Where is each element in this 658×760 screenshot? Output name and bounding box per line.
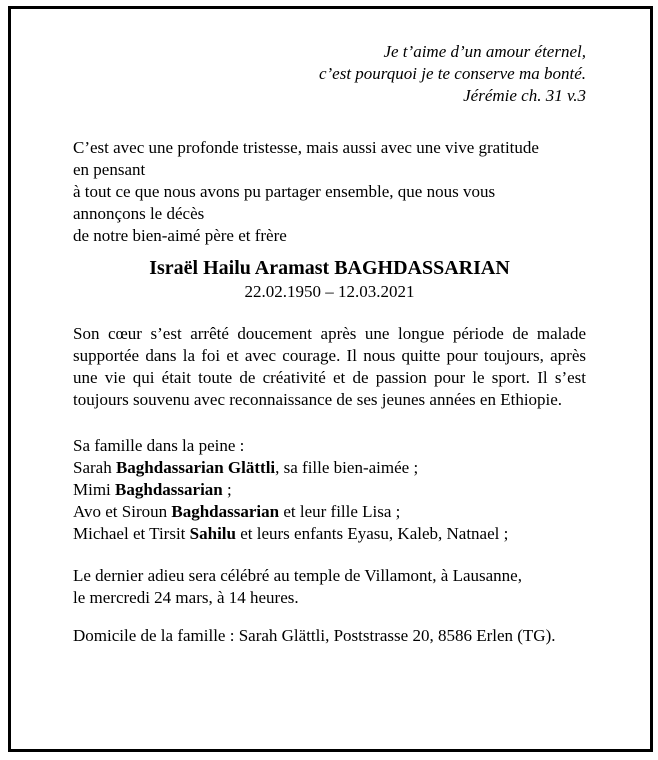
family-member-surname: Baghdassarian Glättli	[115, 458, 276, 477]
family-member-surname: Sahilu	[189, 524, 236, 543]
announcement-paragraph	[73, 137, 586, 247]
family-intro: Sa famille dans la peine :	[73, 436, 245, 455]
family-section	[73, 435, 586, 545]
announcement-line: à tout ce que nous avons pu partager ensemble, que nous vous	[73, 182, 496, 201]
family-member-suffix: ;	[222, 480, 232, 499]
family-member-prefix: Michael et Tirsit	[73, 524, 190, 543]
family-member-prefix: Sarah	[73, 458, 116, 477]
deceased-name: Israël Hailu Aramast BAGHDASSARIAN	[149, 257, 510, 279]
family-member-prefix: Avo et Siroun	[73, 502, 172, 521]
family-member	[73, 479, 586, 501]
announcement-line: en pensant	[73, 160, 146, 179]
family-member	[73, 501, 586, 523]
family-member-suffix: et leurs enfants Eyasu, Kaleb, Natnael ;	[235, 524, 509, 543]
epigraph-line: c’est pourquoi je te conserve ma bonté.	[318, 64, 586, 83]
announcement-line: C’est avec une profonde tristesse, mais aussi avec une vive gratitude	[73, 138, 539, 157]
announcement-line: de notre bien-aimé père et frère	[73, 226, 287, 245]
epigraph-line: Je t’aime d’un amour éternel,	[383, 42, 586, 61]
residence-info: Domicile de la famille : Sarah Glättli, Poststrasse 20, 8586 Erlen (TG).	[73, 626, 556, 645]
family-member-surname: Baghdassarian	[171, 502, 280, 521]
family-member-surname: Baghdassarian	[115, 480, 223, 499]
family-member-prefix: Mimi	[73, 480, 116, 499]
deceased-dates: 22.02.1950 – 12.03.2021	[244, 282, 415, 301]
obituary-page	[8, 6, 653, 752]
family-member-suffix: et leur fille Lisa ;	[279, 502, 401, 521]
ceremony-line: le mercredi 24 mars, à 14 heures.	[73, 588, 299, 607]
family-member	[73, 523, 586, 545]
epigraph	[73, 41, 586, 107]
ceremony-line: Le dernier adieu sera célébré au temple de Villamont, à Lausanne,	[73, 566, 522, 585]
family-member	[73, 457, 586, 479]
name-block	[73, 255, 586, 303]
epigraph-attribution: Jérémie ch. 31 v.3	[463, 86, 586, 105]
eulogy-paragraph: Son cœur s’est arrêté doucement après une longue période de malade supportée dans la foi et avec courage. Il nous quitte pour toujours, après une vie qui était toute de créativité et de passion pour le sport. Il s’est toujours souvenu avec reconnaissance de ses jeunes années en Ethiopie.	[73, 324, 586, 409]
ceremony-info	[73, 565, 586, 609]
announcement-line: annonçons le décès	[73, 204, 205, 223]
family-member-suffix: , sa fille bien-aimée ;	[275, 458, 419, 477]
